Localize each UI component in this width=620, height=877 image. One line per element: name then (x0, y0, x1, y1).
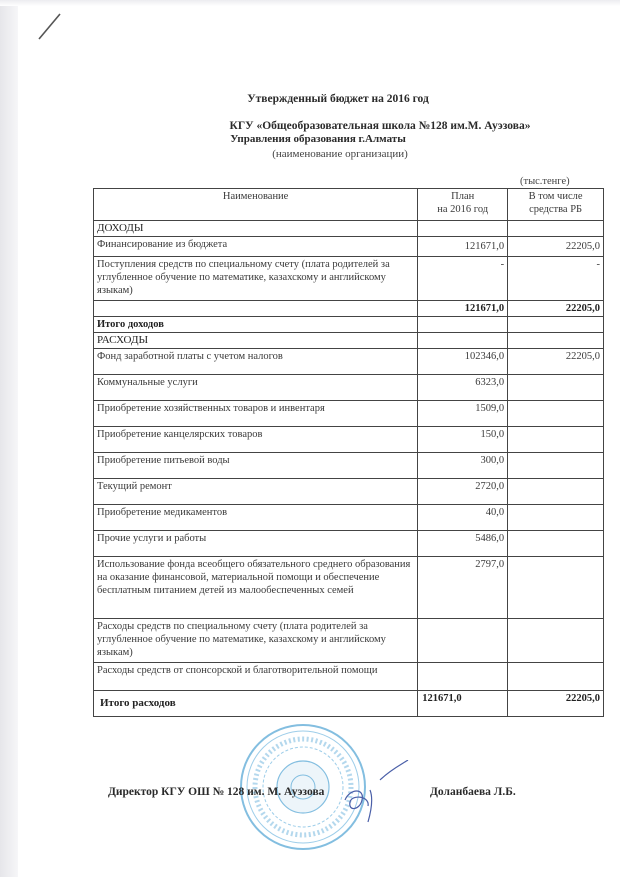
row-name: Использование фонда всеобщего обязательного среднего образования на оказание финансовой, материальной помощи и обеспечение бесплатным питанием детей из малообеспеченных семей (94, 557, 418, 619)
row-name: Фонд заработной платы с учетом налогов (94, 349, 418, 375)
row-plan (418, 663, 508, 691)
table-row (94, 257, 604, 301)
table-row (94, 505, 604, 531)
row-rb (508, 557, 604, 619)
income-section-row (94, 221, 604, 237)
scan-edge-shadow (0, 0, 18, 877)
row-name: Финансирование из бюджета (94, 237, 418, 257)
expense-total-label: Итого расходов (94, 691, 418, 717)
row-rb: - (508, 257, 604, 301)
row-plan: 121671,0 (418, 301, 508, 317)
table-header-row (94, 189, 604, 221)
empty-cell (508, 333, 604, 349)
expense-section-label: РАСХОДЫ (94, 333, 418, 349)
row-rb (508, 427, 604, 453)
table-row (94, 375, 604, 401)
table-row (94, 619, 604, 663)
row-plan: 2720,0 (418, 479, 508, 505)
organization-name: КГУ «Общеобразовательная школа №128 им.М. Ауэзова» (229, 120, 531, 132)
row-plan: 40,0 (418, 505, 508, 531)
expense-total-row (94, 691, 604, 717)
expense-section-row (94, 333, 604, 349)
row-rb (508, 531, 604, 557)
header-plan (418, 189, 508, 221)
row-plan: 6323,0 (418, 375, 508, 401)
row-name (94, 301, 418, 317)
empty-cell (418, 221, 508, 237)
expense-total-plan: 121671,0 (418, 691, 508, 717)
row-plan: 150,0 (418, 427, 508, 453)
row-name: Приобретение канцелярских товаров (94, 427, 418, 453)
table-row (94, 427, 604, 453)
table-row (94, 479, 604, 505)
director-position: Директор КГУ ОШ № 128 им. М. Ауэзова (108, 786, 325, 798)
income-total-row (94, 317, 604, 333)
header-plan-line1: План (451, 191, 475, 202)
organization-caption: (наименование организации) (272, 148, 408, 160)
row-name: Расходы средств от спонсорской и благотворительной помощи (94, 663, 418, 691)
row-plan: - (418, 257, 508, 301)
empty-cell (508, 221, 604, 237)
row-plan: 121671,0 (418, 237, 508, 257)
department-name: Управления образования г.Алматы (230, 133, 406, 145)
row-rb: 22205,0 (508, 349, 604, 375)
row-rb: 22205,0 (508, 301, 604, 317)
handwritten-signature (340, 760, 410, 830)
header-name: Наименование (94, 189, 418, 221)
row-plan: 2797,0 (418, 557, 508, 619)
director-name: Доланбаева Л.Б. (430, 786, 516, 798)
expense-total-rb: 22205,0 (508, 691, 604, 717)
row-rb (508, 453, 604, 479)
row-rb (508, 619, 604, 663)
row-name: Прочие услуги и работы (94, 531, 418, 557)
table-row (94, 531, 604, 557)
row-rb (508, 663, 604, 691)
header-rb-line2: средства РБ (529, 204, 583, 215)
row-name: Коммунальные услуги (94, 375, 418, 401)
income-subtotal-row (94, 301, 604, 317)
empty-cell (508, 317, 604, 333)
header-rb (508, 189, 604, 221)
row-name: Приобретение хозяйственных товаров и инвентаря (94, 401, 418, 427)
table-row (94, 349, 604, 375)
row-plan: 102346,0 (418, 349, 508, 375)
header-plan-line2: на 2016 год (437, 204, 489, 215)
row-rb (508, 375, 604, 401)
row-name: Приобретение питьевой воды (94, 453, 418, 479)
row-plan (418, 619, 508, 663)
table-row (94, 237, 604, 257)
empty-cell (418, 333, 508, 349)
row-name: Текущий ремонт (94, 479, 418, 505)
pen-mark (36, 12, 66, 42)
table-row (94, 663, 604, 691)
header-rb-line1: В том числе (528, 191, 583, 202)
budget-table (93, 188, 604, 717)
income-total-label: Итого доходов (94, 317, 418, 333)
row-name: Расходы средств по специальному счету (плата родителей за углубленное обучение по математике, казахскому и английскому языкам) (94, 619, 418, 663)
income-section-label: ДОХОДЫ (94, 221, 418, 237)
empty-cell (418, 317, 508, 333)
row-name: Поступления средств по специальному счету (плата родителей за углубленное обучение по математике, казахскому и английскому языкам) (94, 257, 418, 301)
row-rb (508, 401, 604, 427)
row-plan: 5486,0 (418, 531, 508, 557)
row-rb (508, 505, 604, 531)
row-plan: 1509,0 (418, 401, 508, 427)
row-name: Приобретение медикаментов (94, 505, 418, 531)
document-title: Утвержденный бюджет на 2016 год (247, 93, 429, 105)
table-row (94, 453, 604, 479)
row-plan: 300,0 (418, 453, 508, 479)
table-row (94, 401, 604, 427)
row-rb (508, 479, 604, 505)
table-row (94, 557, 604, 619)
units-label: (тыс.тенге) (520, 176, 570, 187)
scan-top-shadow (0, 0, 620, 6)
row-rb: 22205,0 (508, 237, 604, 257)
